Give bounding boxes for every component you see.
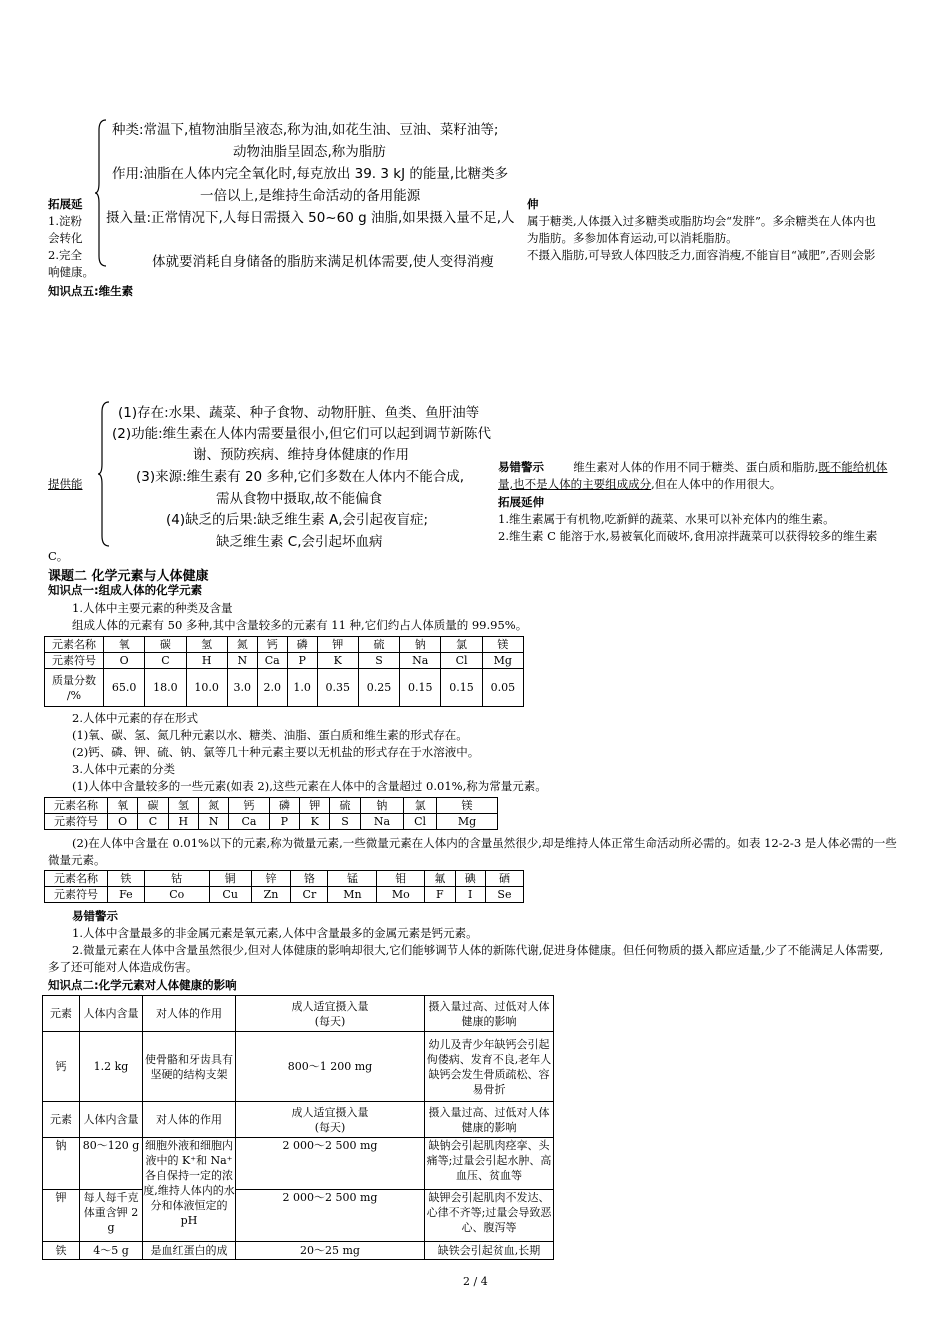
table-cell: 镁 [437, 798, 498, 814]
topic-2-kp1-title: 知识点一:组成人体的化学元素 [48, 583, 203, 597]
table-cell: S [330, 814, 360, 830]
table-cell: K [300, 814, 330, 830]
table-cell: 钴 [144, 871, 209, 887]
table-cell: 2.0 [257, 669, 287, 707]
table-row [43, 1138, 554, 1190]
oil-function-line1: 作用:油脂在人体内完全氧化时,每克放出 39. 3 kJ 的能量,比糖类多 [112, 166, 509, 182]
extension-right-line1: 属于糖类,人体摄入过多糖类或脂肪均会“发胖”。多余糖类在人体内也 [527, 214, 876, 228]
section-3-item-a: (1)人体中含量较多的一些元素(如表 2),这些元素在人体中的含量超过 0.01%,称为常量元素。 [72, 779, 547, 793]
table-cell: S [358, 653, 399, 669]
table-cell: 元素符号 [45, 814, 108, 830]
table-cell: 80～120 g [80, 1138, 143, 1190]
vitamin-function-line1: (2)功能:维生素在人体内需要量很小,但它们可以起到调节新陈代 [112, 426, 491, 442]
table-cell: 2 000～2 500 mg [236, 1138, 425, 1190]
table-cell: 800～1 200 mg [236, 1032, 425, 1102]
table-cell: 0.15 [400, 669, 441, 707]
warning-underline-1: 既不能给机体 [818, 460, 888, 474]
table-cell: 成人适宜摄入量 (每天) [236, 996, 425, 1032]
table-cell: 铜 [209, 871, 251, 887]
table-cell: 钠 [360, 798, 403, 814]
table-cell: 元素名称 [45, 637, 104, 653]
mass-label-2: /% [66, 688, 82, 702]
table-cell: Ca [257, 653, 287, 669]
table-cell: 磷 [287, 637, 317, 653]
table-cell: 元素 [43, 1102, 80, 1138]
table-cell: Cu [209, 887, 251, 903]
table-cell: O [104, 653, 145, 669]
table-cell: 钙 [229, 798, 269, 814]
table-row [43, 996, 554, 1032]
warning-spacer [544, 460, 573, 474]
table-cell: 氮 [227, 637, 257, 653]
table-row [45, 887, 524, 903]
extension-title-right: 伸 [527, 197, 539, 211]
table-row [45, 798, 498, 814]
table-row [43, 1032, 554, 1102]
extension-title-left: 拓展延 [48, 197, 83, 211]
table-cell: I [455, 887, 485, 903]
table-cell: 1.0 [287, 669, 317, 707]
provide-energy-label: 提供能 [48, 477, 83, 491]
table-macro-elements [44, 797, 498, 830]
table-cell: 缺钠会引起肌肉痉挛、头痛等;过量会引起水肿、高血压、贫血等 [425, 1138, 554, 1190]
extension-2-line1: 1.维生素属于有机物,吃新鲜的蔬菜、水果可以补充体内的维生素。 [498, 512, 835, 526]
table-cell: 碘 [455, 871, 485, 887]
table-cell: 碳 [145, 637, 186, 653]
table-trace-elements [44, 870, 524, 903]
warning-underline-2: 量,也不是人体的主要组成成分 [498, 477, 652, 491]
table-cell: 65.0 [104, 669, 145, 707]
table-cell: 硫 [358, 637, 399, 653]
extension-right-line2: 为脂肪。多参加体育运动,可以消耗脂肪。 [527, 231, 738, 245]
table-cell: F [425, 887, 455, 903]
table-cell: 对人体的作用 [143, 1102, 236, 1138]
warning-2-line2a: 2.微量元素在人体中含量虽然很少,但对人体健康的影响却很大,它们能够调节人体的新陈代谢,促进身体健康。但任何物质的摄入都应适量,少了不能满足人体需要, [72, 943, 884, 957]
table-cell: 2 000～2 500 mg [236, 1190, 425, 1242]
table-cell: 钼 [377, 871, 425, 887]
extension-left-line3: 2.完全 [48, 248, 82, 262]
table-cell: 硒 [485, 871, 523, 887]
table-cell: Cr [291, 887, 328, 903]
table-cell: 18.0 [145, 669, 186, 707]
page-number: 2 / 4 [463, 1275, 488, 1288]
table-cell: 是血红蛋白的成 [143, 1242, 236, 1260]
table-cell: H [168, 814, 198, 830]
table-cell: 氢 [168, 798, 198, 814]
section-2-heading: 2.人体中元素的存在形式 [72, 711, 198, 725]
extension-2-line2: 2.维生素 C 能溶于水,易被氧化而破坏,食用凉拌蔬菜可以获得较多的维生素 [498, 529, 878, 543]
table-cell: Se [485, 887, 523, 903]
table-cell: Na [360, 814, 403, 830]
table-cell: P [287, 653, 317, 669]
table-cell: 氟 [425, 871, 455, 887]
table-cell: K [317, 653, 358, 669]
table-cell: 钾 [317, 637, 358, 653]
section-1-paragraph: 组成人体的元素有 50 多种,其中含量较多的元素有 11 种,它们约占人体质量的 99.95%。 [72, 618, 528, 632]
warning-line-2 [498, 476, 781, 493]
table-cell: 幼儿及青少年缺钙会引起佝偻病、发育不良,老年人缺钙会发生骨质疏松、容易骨折 [425, 1032, 554, 1102]
warning-title-2: 易错警示 [72, 909, 118, 923]
table-cell: N [227, 653, 257, 669]
extension-left-line1: 1.淀粉 [48, 214, 82, 228]
table-cell: 缺铁会引起贫血,长期 [425, 1242, 554, 1260]
table-cell: 1.2 kg [80, 1032, 143, 1102]
warning-block-vitamin [498, 459, 898, 476]
table-cell: 10.0 [186, 669, 227, 707]
table-cell: 使骨骼和牙齿具有坚硬的结构支架 [143, 1032, 236, 1102]
table-cell: Zn [251, 887, 291, 903]
warning-title: 易错警示 [498, 460, 544, 474]
oil-intake-line2: 体就要消耗自身储备的脂肪来满足机体需要,使人变得消瘦 [152, 254, 494, 270]
table-cell: 氯 [404, 798, 437, 814]
vitamin-source-line1: (3)来源:维生素有 20 多种,它们多数在人体内不能合成, [136, 469, 465, 485]
section-2-item-a: (1)氧、碳、氢、氮几种元素以水、糖类、油脂、蛋白质和维生素的形式存在。 [72, 728, 468, 742]
oil-intake-line1: 摄入量:正常情况下,人每日需摄入 50~60 g 油脂,如果摄入量不足,人 [106, 210, 515, 226]
vitamin-source-line2: 需从食物中摄取,故不能偏食 [216, 491, 383, 507]
table-cell: 磷 [269, 798, 299, 814]
vitamin-function-line2: 谢、预防疾病、维持身体健康的作用 [193, 447, 409, 463]
table-cell: 氧 [108, 798, 138, 814]
oil-type-line2: 动物油脂呈固态,称为脂肪 [233, 144, 386, 160]
table-cell: 钠 [43, 1138, 80, 1190]
table-cell: 4～5 g [80, 1242, 143, 1260]
table-cell: Cl [404, 814, 437, 830]
mass-label-1: 质量分数 [52, 673, 96, 687]
table-cell: 硫 [330, 798, 360, 814]
table-row [45, 669, 524, 707]
table-cell: 对人体的作用 [143, 996, 236, 1032]
extension-right-line3: 不摄入脂肪,可导致人体四肢乏力,面容消瘦,不能盲目“减肥”,否则会影 [527, 248, 876, 262]
table-cell: N [198, 814, 228, 830]
table-cell: 摄入量过高、过低对人体健康的影响 [425, 1102, 554, 1138]
table-row [43, 1190, 554, 1242]
extension-left-line4: 响健康。 [48, 265, 94, 279]
table-cell: 元素 [43, 996, 80, 1032]
table-cell: 0.15 [441, 669, 482, 707]
table-cell [45, 669, 104, 707]
section-3-item-b-line2: 微量元素。 [48, 853, 106, 867]
table-cell: 元素符号 [45, 653, 104, 669]
topic-2-kp2-title: 知识点二:化学元素对人体健康的影响 [48, 978, 237, 992]
warning-2-line2b: 多了还可能对人体造成伤害。 [48, 960, 198, 974]
table-cell: 氯 [441, 637, 482, 653]
table-cell: Mn [328, 887, 377, 903]
table-cell: 人体内含量 [80, 996, 143, 1032]
table-element-health [42, 995, 554, 1260]
table-cell: Na [400, 653, 441, 669]
table-row [45, 653, 524, 669]
table-cell: 铁 [108, 871, 145, 887]
table-cell: 元素名称 [45, 798, 108, 814]
brace-left-1 [94, 118, 108, 268]
vitamin-existence: (1)存在:水果、蔬菜、种子食物、动物肝脏、鱼类、鱼肝油等 [118, 405, 480, 421]
table-cell: Co [144, 887, 209, 903]
table-main-elements [44, 636, 524, 707]
table-cell: 缺钾会引起肌肉不发达、心律不齐等;过量会导致恶心、腹泻等 [425, 1190, 554, 1242]
table-cell: Mo [377, 887, 425, 903]
table-cell: 人体内含量 [80, 1102, 143, 1138]
table-row [45, 637, 524, 653]
vitamin-tail: C。 [48, 549, 69, 563]
section-3-heading: 3.人体中元素的分类 [72, 762, 175, 776]
warning-text-2: ,但在人体中的作用很大。 [651, 477, 782, 491]
warning-2-line1: 1.人体中含量最多的非金属元素是氧元素,人体中含量最多的金属元素是钙元素。 [72, 926, 478, 940]
table-cell: 摄入量过高、过低对人体健康的影响 [425, 996, 554, 1032]
table-cell: 碳 [138, 798, 168, 814]
table-row [43, 1242, 554, 1260]
table-cell: 元素符号 [45, 887, 108, 903]
table-cell: 锰 [328, 871, 377, 887]
vitamin-deficiency-line2: 缺乏维生素 C,会引起坏血病 [216, 534, 383, 550]
table-cell: 氢 [186, 637, 227, 653]
table-cell: Cl [441, 653, 482, 669]
table-cell: Fe [108, 887, 145, 903]
extension-left-line2: 会转化 [48, 231, 83, 245]
brace-left-2 [97, 400, 111, 548]
table-cell: P [269, 814, 299, 830]
topic-2-title: 课题二 化学元素与人体健康 [48, 569, 209, 584]
table-cell: Mg [437, 814, 498, 830]
table-cell: 元素名称 [45, 871, 108, 887]
table-cell: Mg [482, 653, 523, 669]
table-cell: 钠 [400, 637, 441, 653]
table-cell: 3.0 [227, 669, 257, 707]
table-cell: H [186, 653, 227, 669]
section-2-item-b: (2)钙、磷、钾、硫、钠、氯等几十种元素主要以无机盐的形式存在于水溶液中。 [72, 745, 480, 759]
vitamin-deficiency-line1: (4)缺乏的后果:缺乏维生素 A,会引起夜盲症; [166, 512, 429, 528]
table-cell: O [108, 814, 138, 830]
oil-type-line1: 种类:常温下,植物油脂呈液态,称为油,如花生油、豆油、菜籽油等; [112, 122, 499, 138]
table-cell: Ca [229, 814, 269, 830]
section-1-heading: 1.人体中主要元素的种类及含量 [72, 601, 233, 615]
knowledge-point-5-title: 知识点五:维生素 [48, 284, 134, 298]
table-cell: 钾 [300, 798, 330, 814]
table-cell: 钙 [43, 1032, 80, 1102]
table-cell: 0.05 [482, 669, 523, 707]
table-row [45, 871, 524, 887]
table-cell-sodium-potassium-role: 细胞外液和细胞内液中的 K⁺和 Na⁺各自保持一定的浓度,维持人体内的水分和体液恒定的 pH [143, 1138, 236, 1242]
extension-title-2: 拓展延伸 [498, 495, 544, 509]
table-cell: 锌 [251, 871, 291, 887]
table-row [45, 814, 498, 830]
table-cell: 每人每千克体重含钾 2 g [80, 1190, 143, 1242]
table-cell: 成人适宜摄入量 (每天) [236, 1102, 425, 1138]
table-cell: C [138, 814, 168, 830]
table-row [43, 1102, 554, 1138]
table-cell: C [145, 653, 186, 669]
table-cell: 铬 [291, 871, 328, 887]
table-cell: 氧 [104, 637, 145, 653]
table-cell: 氮 [198, 798, 228, 814]
warning-text-1: 维生素对人体的作用不同于糖类、蛋白质和脂肪, [573, 460, 819, 474]
table-cell: 镁 [482, 637, 523, 653]
table-cell: 0.25 [358, 669, 399, 707]
section-3-item-b-line1: (2)在人体中含量在 0.01%以下的元素,称为微量元素,一些微量元素在人体内的含量虽然很少,却是维持人体正常生命活动所必需的。如表 12-2-3 是人体必需的一些 [72, 836, 897, 850]
oil-function-line2: 一倍以上,是维持生命活动的备用能源 [200, 188, 421, 204]
table-cell: 铁 [43, 1242, 80, 1260]
table-cell: 钙 [257, 637, 287, 653]
table-cell: 0.35 [317, 669, 358, 707]
table-cell: 钾 [43, 1190, 80, 1242]
table-cell: 20～25 mg [236, 1242, 425, 1260]
